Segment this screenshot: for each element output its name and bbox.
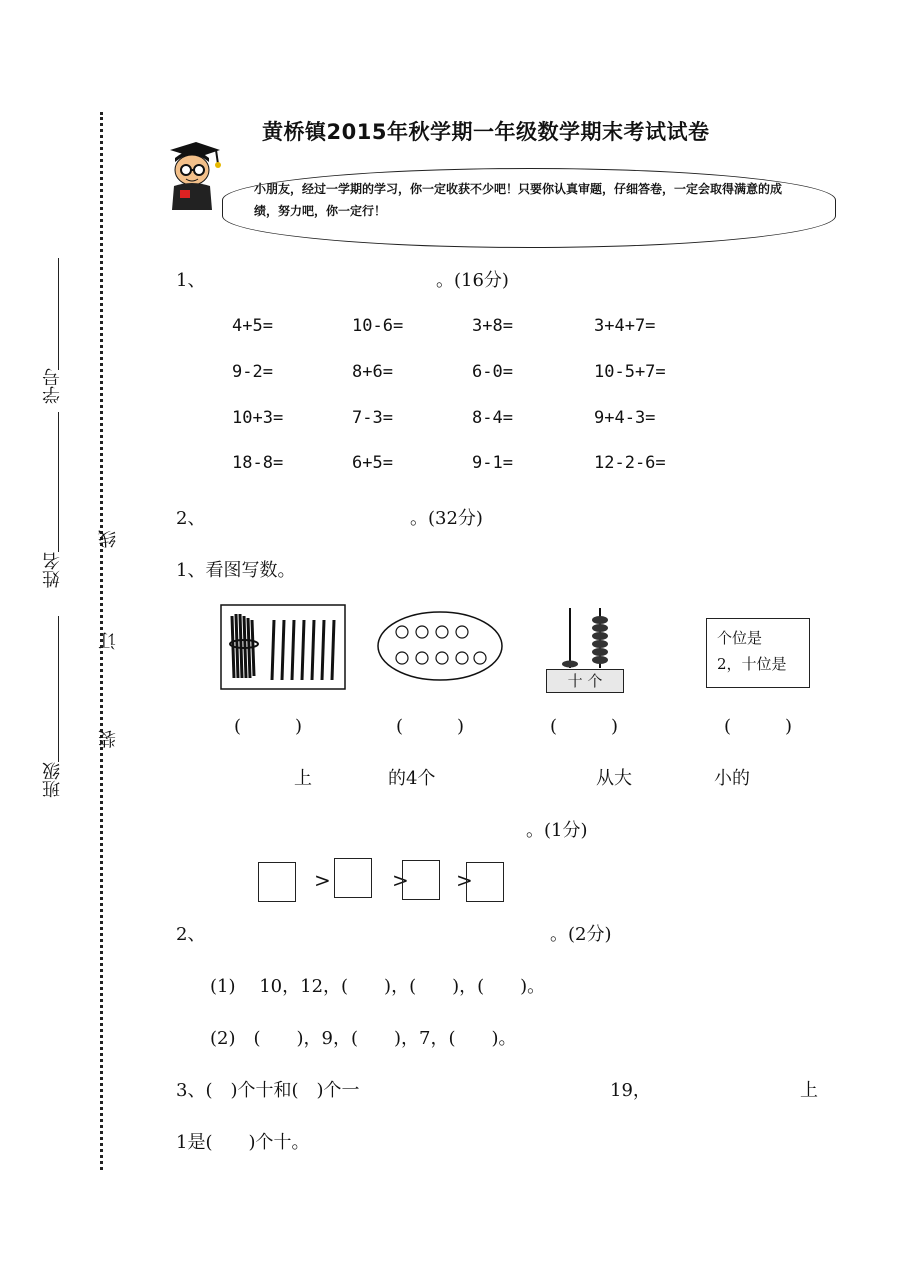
gt-sign-2: >: [392, 868, 409, 892]
order-box-1[interactable]: [258, 862, 296, 902]
place-value-box: [706, 618, 810, 688]
calc-4-3: 9-1=: [472, 453, 513, 473]
abacus-picture: [546, 606, 626, 672]
student-id-underline: [58, 258, 59, 370]
q3-part-1: 3、( )个十和( )个一: [176, 1080, 360, 1101]
q2-line-1: (1) 10，12，( )，( )，( )。: [210, 976, 546, 997]
answer-blank-1[interactable]: ( ): [234, 716, 303, 737]
q2-line-2: (2) ( )，9，( )，7，( )。: [210, 1028, 517, 1049]
q2-points: 。(2分): [550, 924, 612, 945]
calc-3-3: 8-4=: [472, 408, 513, 428]
calc-4-1: 18-8=: [232, 453, 284, 473]
order-word-3: 从大: [596, 768, 632, 789]
calc-1-2: 10-6=: [352, 316, 404, 336]
binding-char-xian: 线: [98, 530, 119, 548]
binding-char-zhuang: 装: [98, 730, 119, 748]
answer-blank-3[interactable]: ( ): [550, 716, 619, 737]
q2-label: 2、: [176, 924, 206, 945]
binding-char-ding: 订: [98, 632, 119, 650]
calc-1-1: 4+5=: [232, 316, 273, 336]
calc-4-2: 6+5=: [352, 453, 393, 473]
order-box-2[interactable]: [334, 858, 372, 898]
calc-1-3: 3+8=: [472, 316, 513, 336]
q3-line-2: 1是( )个十。: [176, 1132, 310, 1153]
answer-blank-2[interactable]: ( ): [396, 716, 465, 737]
student-id-label: 学号: [42, 368, 63, 404]
name-label: 姓名: [42, 552, 63, 588]
order-word-2: 的4个: [388, 768, 436, 789]
class-underline: [58, 616, 59, 762]
order-word-1: 上: [294, 768, 312, 789]
place-value-line-2: 2，十位是: [717, 655, 787, 673]
calc-4-4: 12-2-6=: [594, 453, 666, 473]
page-title: 黄桥镇2015年秋学期一年级数学期末考试试卷: [262, 120, 710, 144]
calc-3-4: 9+4-3=: [594, 408, 656, 428]
calc-2-2: 8+6=: [352, 362, 393, 382]
section2-label: 2、: [176, 508, 206, 529]
gt-sign-3: >: [456, 868, 473, 892]
class-label: 班级: [42, 762, 63, 798]
section1-label: 1、: [176, 270, 206, 291]
calc-2-3: 6-0=: [472, 362, 513, 382]
section2-points: 。(32分): [410, 508, 483, 529]
q3-part-2: 19，: [610, 1080, 651, 1101]
name-underline: [58, 412, 59, 552]
sub1-title: 1、看图写数。: [176, 560, 296, 581]
order-word-4: 小的: [714, 768, 750, 789]
section1-points: 。(16分): [436, 270, 509, 291]
stick-bundle-picture: [220, 604, 346, 690]
place-value-line-1: 个位是: [717, 629, 763, 647]
graduate-mascot-icon: [166, 140, 222, 212]
greeting-text: 小朋友，经过一学期的学习，你一定收获不少吧！只要你认真审题，仔细答卷，一定会取得满意的成绩，努力吧，你一定行！: [254, 182, 783, 218]
order-box-3[interactable]: [402, 860, 440, 900]
calc-2-1: 9-2=: [232, 362, 273, 382]
abacus-label: 十 个: [546, 669, 624, 693]
calc-3-1: 10+3=: [232, 408, 284, 428]
calc-3-2: 7-3=: [352, 408, 393, 428]
order-points: 。(1分): [526, 820, 588, 841]
answer-blank-4[interactable]: ( ): [724, 716, 793, 737]
order-box-4[interactable]: [466, 862, 504, 902]
calc-1-4: 3+4+7=: [594, 316, 656, 336]
gt-sign-1: >: [314, 868, 331, 892]
calc-2-4: 10-5+7=: [594, 362, 666, 382]
q3-part-3: 上: [800, 1080, 818, 1101]
apple-oval-picture: [376, 610, 504, 682]
